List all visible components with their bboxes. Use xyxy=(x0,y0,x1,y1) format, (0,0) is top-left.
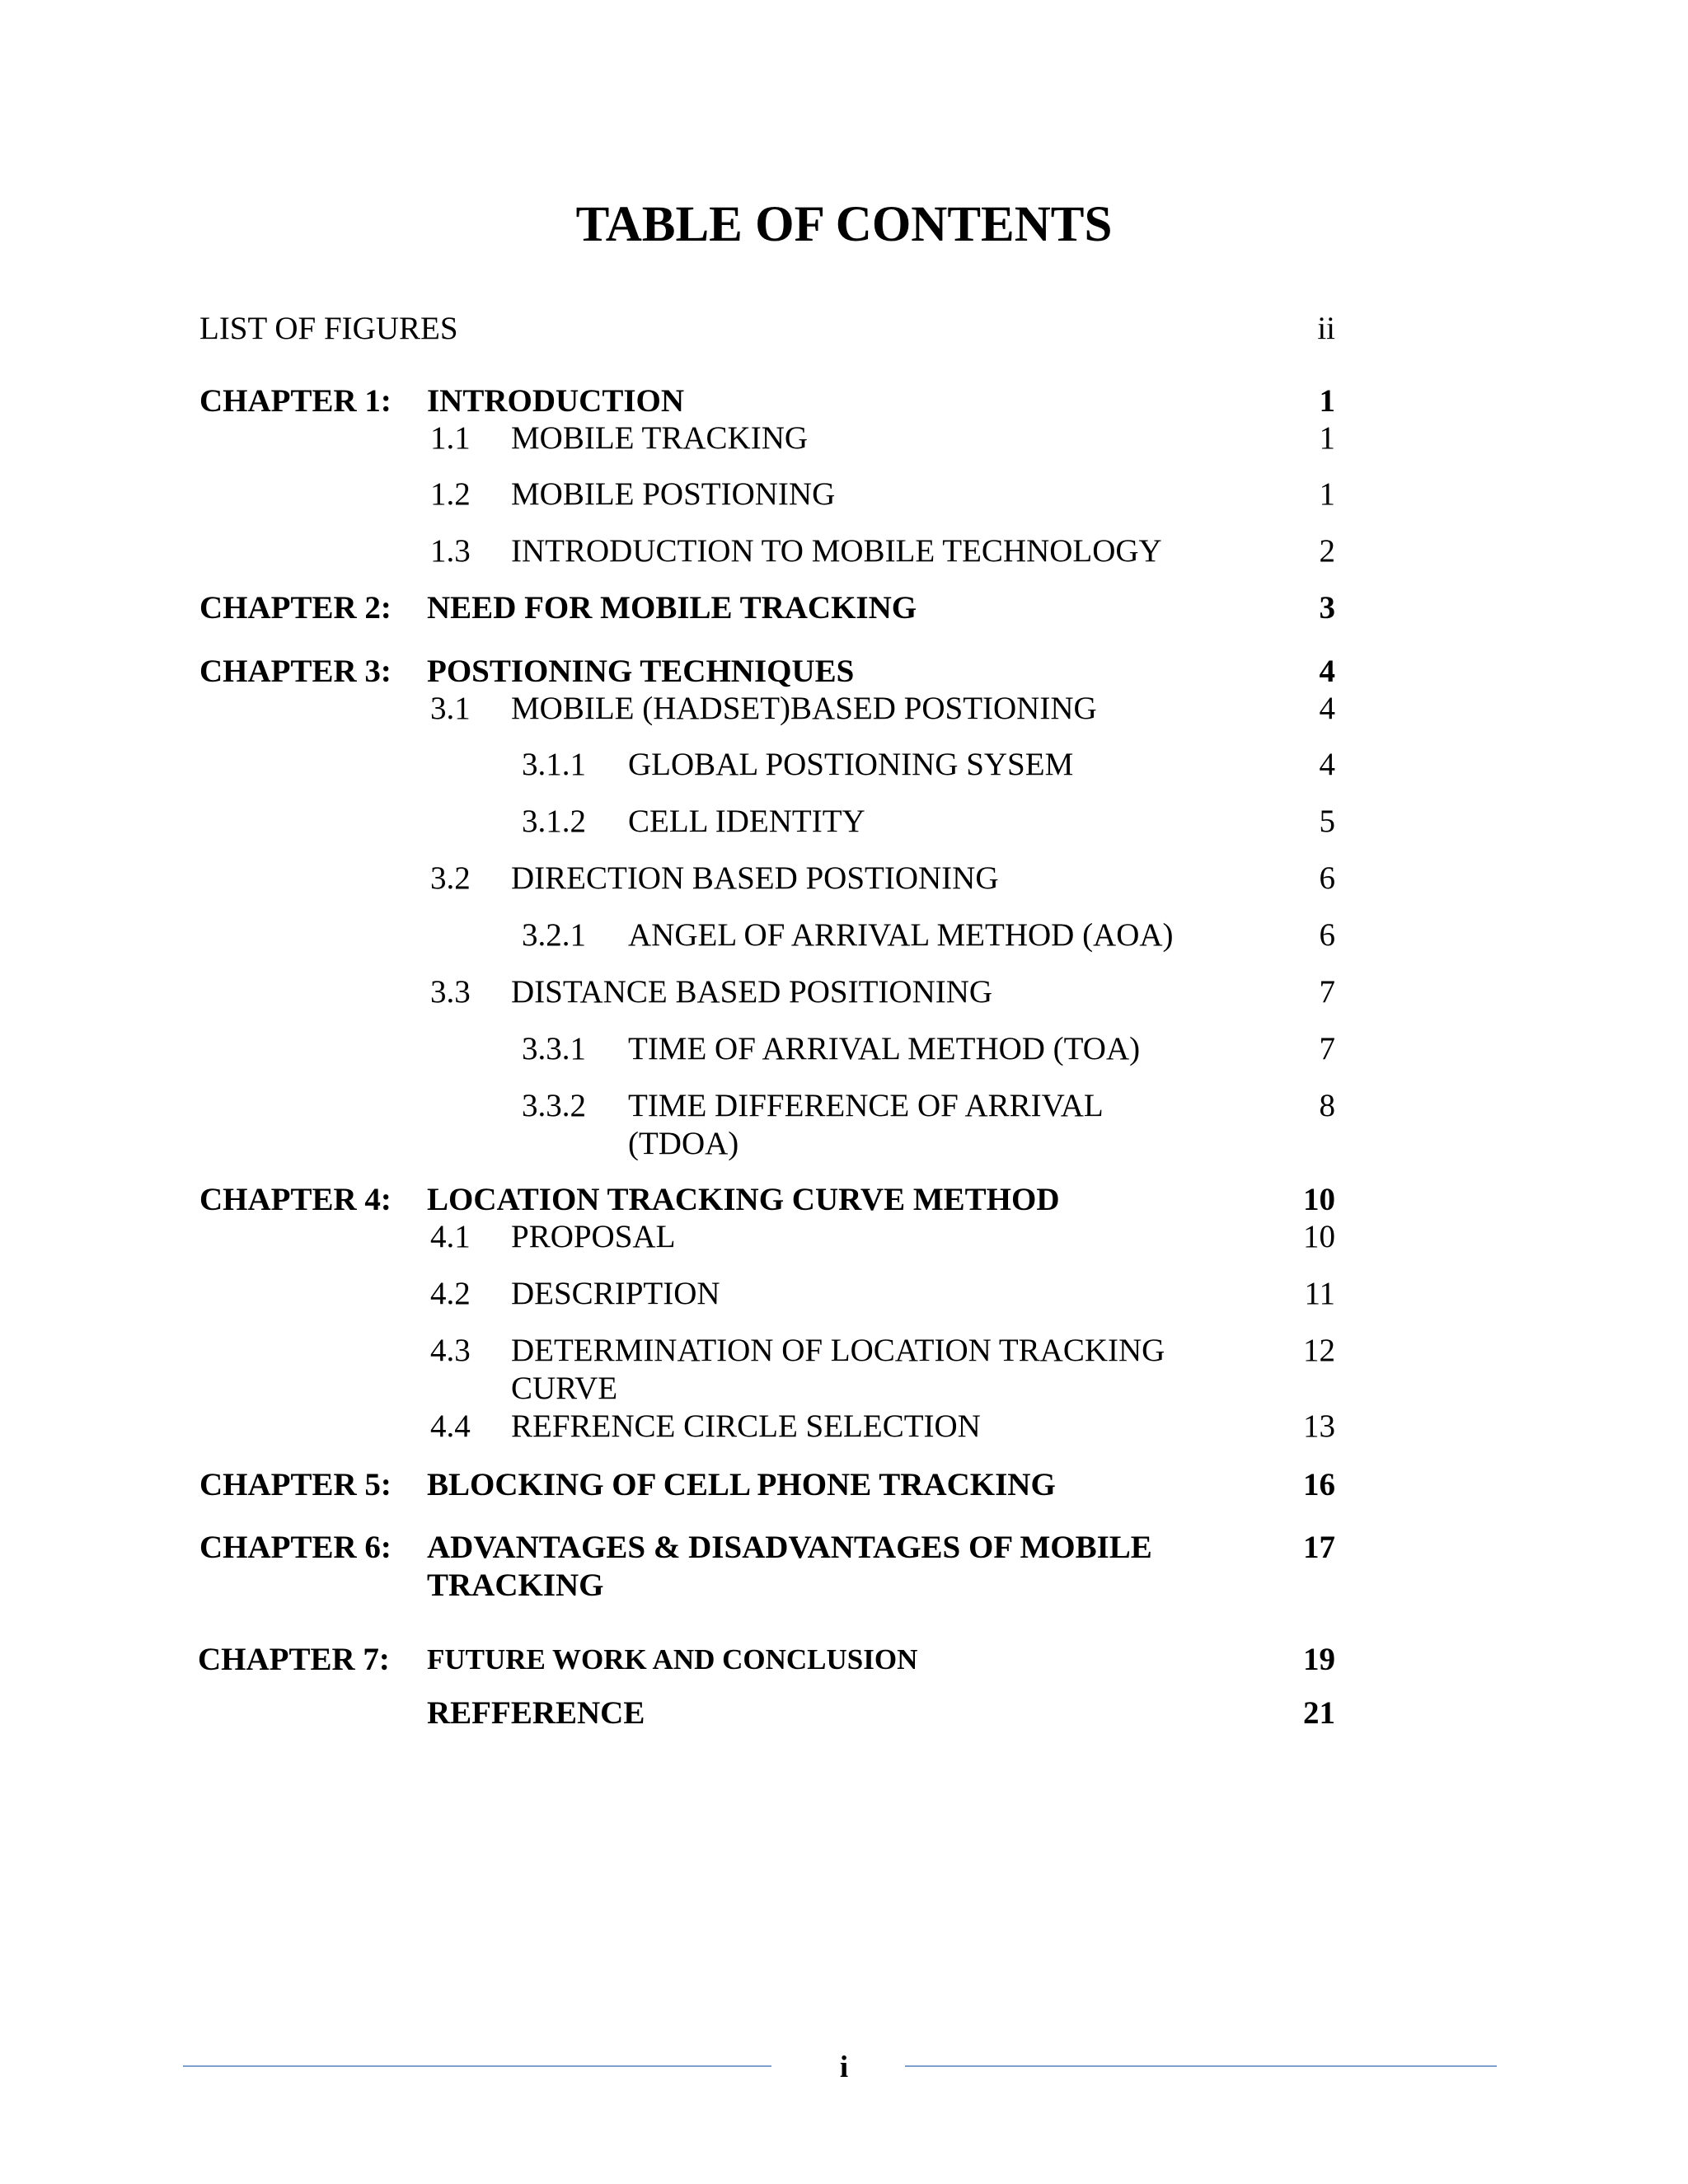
chapter-label: CHAPTER 5: xyxy=(199,1467,392,1502)
section-page: 12 xyxy=(1303,1333,1335,1368)
section-number: 3.1 xyxy=(430,691,471,726)
chapter-label: CHAPTER 2: xyxy=(199,590,392,626)
section-number: 1.1 xyxy=(430,420,471,456)
section-title-line2: CURVE xyxy=(511,1371,618,1406)
subsection-number: 3.1.1 xyxy=(522,747,586,782)
subsection-number: 3.1.2 xyxy=(522,804,586,839)
section-page: 4 xyxy=(1319,691,1335,726)
chapter-label: CHAPTER 1: xyxy=(199,383,392,419)
chapter-page: 16 xyxy=(1303,1467,1335,1502)
list-of-figures-page: ii xyxy=(1317,311,1335,346)
chapter-title: POSTIONING TECHNIQUES xyxy=(427,654,855,689)
chapter-title: LOCATION TRACKING CURVE METHOD xyxy=(427,1182,1060,1217)
footer-rule-right xyxy=(905,2065,1497,2067)
section-page: 1 xyxy=(1319,476,1335,512)
chapter-title-line2: TRACKING xyxy=(427,1568,604,1603)
subsection-page: 8 xyxy=(1319,1088,1335,1123)
section-page: 7 xyxy=(1319,974,1335,1010)
section-number: 1.3 xyxy=(430,533,471,569)
section-page: 6 xyxy=(1319,860,1335,896)
chapter-label: CHAPTER 4: xyxy=(199,1182,392,1217)
section-number: 4.4 xyxy=(430,1408,471,1444)
chapter-label: CHAPTER 3: xyxy=(199,654,392,689)
page-title: TABLE OF CONTENTS xyxy=(575,197,1113,252)
subsection-title-line2: (TDOA) xyxy=(628,1126,739,1161)
footer-page-number: i xyxy=(839,2050,849,2084)
section-title: MOBILE TRACKING xyxy=(511,420,809,456)
section-title: DIRECTION BASED POSTIONING xyxy=(511,860,999,896)
section-title: MOBILE POSTIONING xyxy=(511,476,836,512)
chapter-title-line1: ADVANTAGES & DISADVANTAGES OF MOBILE xyxy=(427,1530,1152,1565)
subsection-page: 6 xyxy=(1319,917,1335,953)
subsection-number: 3.2.1 xyxy=(522,917,586,953)
section-title: INTRODUCTION TO MOBILE TECHNOLOGY xyxy=(511,533,1162,569)
subsection-page: 4 xyxy=(1319,747,1335,782)
section-page: 2 xyxy=(1319,533,1335,569)
subsection-title-line1: TIME DIFFERENCE OF ARRIVAL xyxy=(628,1088,1104,1123)
chapter-page: 4 xyxy=(1319,654,1335,689)
chapter-page: 1 xyxy=(1319,383,1335,419)
chapter-title: BLOCKING OF CELL PHONE TRACKING xyxy=(427,1467,1056,1502)
section-page: 1 xyxy=(1319,420,1335,456)
section-number: 4.3 xyxy=(430,1333,471,1368)
section-number: 3.3 xyxy=(430,974,471,1010)
section-number: 4.1 xyxy=(430,1219,471,1254)
chapter-page: 17 xyxy=(1303,1530,1335,1565)
subsection-number: 3.3.1 xyxy=(522,1031,586,1066)
section-title: PROPOSAL xyxy=(511,1219,676,1254)
section-title-line1: DETERMINATION OF LOCATION TRACKING xyxy=(511,1333,1165,1368)
chapter-title: NEED FOR MOBILE TRACKING xyxy=(427,590,917,626)
chapter-label: CHAPTER 7: xyxy=(198,1642,390,1677)
section-number: 4.2 xyxy=(430,1276,471,1311)
subsection-title: ANGEL OF ARRIVAL METHOD (AOA) xyxy=(628,917,1174,953)
section-number: 1.2 xyxy=(430,476,471,512)
chapter-title: INTRODUCTION xyxy=(427,383,685,419)
list-of-figures-label: LIST OF FIGURES xyxy=(199,311,458,346)
subsection-title: TIME OF ARRIVAL METHOD (TOA) xyxy=(628,1031,1141,1066)
subsection-title: GLOBAL POSTIONING SYSEM xyxy=(628,747,1074,782)
footer-rule-left xyxy=(183,2065,771,2067)
reference-page: 21 xyxy=(1303,1695,1335,1731)
subsection-page: 7 xyxy=(1319,1031,1335,1066)
section-page: 11 xyxy=(1304,1276,1335,1311)
chapter-page: 10 xyxy=(1303,1182,1335,1217)
chapter-page: 3 xyxy=(1319,590,1335,626)
subsection-title: CELL IDENTITY xyxy=(628,804,865,839)
chapter-title: FUTURE WORK AND CONCLUSION xyxy=(427,1643,918,1675)
section-number: 3.2 xyxy=(430,860,471,896)
section-title: DISTANCE BASED POSITIONING xyxy=(511,974,993,1010)
reference-title: REFFERENCE xyxy=(427,1695,645,1731)
section-page: 10 xyxy=(1303,1219,1335,1254)
chapter-label: CHAPTER 6: xyxy=(199,1530,392,1565)
subsection-number: 3.3.2 xyxy=(522,1088,586,1123)
section-title: MOBILE (HADSET)BASED POSTIONING xyxy=(511,691,1097,726)
chapter-page: 19 xyxy=(1303,1642,1335,1677)
section-title: REFRENCE CIRCLE SELECTION xyxy=(511,1408,981,1444)
subsection-page: 5 xyxy=(1319,804,1335,839)
section-title: DESCRIPTION xyxy=(511,1276,720,1311)
section-page: 13 xyxy=(1303,1408,1335,1444)
